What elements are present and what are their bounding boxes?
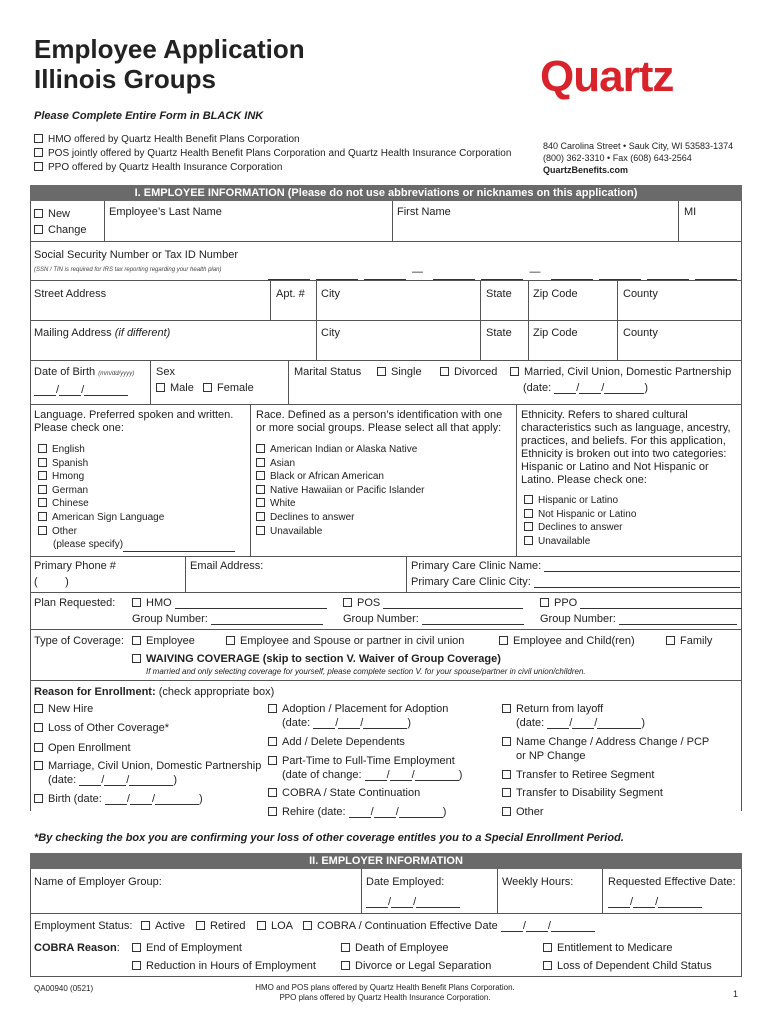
reason-heading: Reason for Enrollment: (check appropriate box)	[34, 686, 275, 698]
title-line-2: Illinois Groups	[34, 64, 217, 94]
ink-instruction: Please Complete Entire Form in BLACK INK	[34, 110, 264, 122]
adoption-date[interactable]: (date: / / )	[282, 717, 411, 729]
plan-ppo[interactable]: PPO offered by Quartz Health Insurance Corporation	[34, 161, 511, 175]
cobra-reason-label: COBRA Reason:	[34, 942, 120, 954]
plan-pos[interactable]: POS jointly offered by Quartz Health Benefit Plans Corporation and Quartz Health Insurance Corporation	[34, 147, 511, 161]
reason-rehire[interactable]: Rehire (date: / / )	[268, 806, 446, 818]
language-chinese[interactable]: Chinese	[38, 497, 235, 511]
waiving-coverage[interactable]: WAIVING COVERAGE (skip to section V. Waiver of Group Coverage)	[132, 653, 501, 665]
race-american-indian[interactable]: American Indian or Alaska Native	[256, 443, 425, 457]
race-hawaiian[interactable]: Native Hawaiian or Pacific Islander	[256, 484, 425, 498]
reason-part-full-time[interactable]: Part-Time to Full-Time Employment	[268, 755, 455, 767]
reason-cobra[interactable]: COBRA / State Continuation	[268, 787, 420, 799]
language-spanish[interactable]: Spanish	[38, 457, 235, 471]
status-active[interactable]: Active	[141, 920, 185, 932]
coverage-employee[interactable]: Employee	[132, 635, 195, 647]
phone-input[interactable]: ( )	[34, 576, 69, 588]
sex-label: Sex	[156, 366, 175, 378]
cobra-divorce[interactable]: Divorce or Legal Separation	[341, 960, 491, 972]
mailing-county-label: County	[623, 327, 658, 339]
divorced-option[interactable]: Divorced	[440, 366, 497, 378]
mailing-label: Mailing Address (if different)	[34, 327, 171, 339]
ssn-note: (SSN / TIN is required for IRS tax reporting regarding your health plan)	[34, 267, 222, 273]
coverage-children[interactable]: Employee and Child(ren)	[499, 635, 635, 647]
sex-options	[156, 382, 254, 394]
status-cobra[interactable]: COBRA / Continuation Effective Date / /	[303, 920, 595, 932]
ssn-label: Social Security Number or Tax ID Number	[34, 249, 238, 261]
layoff-date[interactable]: (date: / / )	[516, 717, 645, 729]
marital-label: Marital Status	[294, 366, 362, 378]
race-heading: Race. Defined as a person’s identification with one or more social groups. Please select all that apply:	[256, 409, 503, 434]
status-loa[interactable]: LOA	[257, 920, 293, 932]
plan-requested-label: Plan Requested:	[34, 597, 116, 609]
section-1-header: I. EMPLOYEE INFORMATION (Please do not use abbreviations or nicknames on this application)	[30, 185, 742, 201]
apt-label: Apt. #	[276, 288, 305, 300]
ethnicity-heading: Ethnicity. Refers to shared cultural characteristics such as language, ancestry, practices, and beliefs. For this application, Ethnicity is broken out into two categories: Hispanic or Latino and Not Hispanic or Latino. Please check one:	[521, 409, 731, 486]
employment-status-label: Employment Status:	[34, 920, 133, 932]
special-enrollment-note: *By checking the box you are confirming your loss of other coverage entitles you to a Special Enrollment Period.	[34, 832, 624, 844]
cobra-reduction[interactable]: Reduction in Hours of Employment	[132, 960, 316, 972]
dob-label: Date of Birth (mm/dd/yyyy)	[34, 366, 135, 378]
employer-group-label: Name of Employer Group:	[34, 876, 162, 888]
clinic-name-field[interactable]: Primary Care Clinic Name:	[411, 560, 740, 572]
ethnicity-unavailable[interactable]: Unavailable	[524, 535, 636, 549]
date-employed-label: Date Employed:	[366, 876, 445, 888]
ethnicity-list	[524, 494, 636, 548]
reason-open-enrollment[interactable]: Open Enrollment	[34, 742, 131, 754]
checkbox[interactable]	[34, 162, 43, 171]
race-asian[interactable]: Asian	[256, 457, 425, 471]
language-hmong[interactable]: Hmong	[38, 470, 235, 484]
married-date[interactable]: (date: / / )	[523, 382, 648, 394]
checkbox[interactable]	[34, 134, 43, 143]
mailing-state-label: State	[486, 327, 512, 339]
race-unavailable[interactable]: Unavailable	[256, 525, 425, 539]
race-declines[interactable]: Declines to answer	[256, 511, 425, 525]
contact-block	[543, 140, 733, 176]
hmo-group-number[interactable]: Group Number:	[132, 613, 323, 625]
language-list	[38, 443, 235, 552]
status-retired[interactable]: Retired	[196, 920, 245, 932]
new-option[interactable]: New	[34, 206, 87, 222]
mailing-zip-label: Zip Code	[533, 327, 578, 339]
reason-marriage[interactable]: Marriage, Civil Union, Domestic Partnership	[34, 760, 261, 772]
ssn-input[interactable]: — —	[268, 262, 740, 274]
reason-other[interactable]: Other	[502, 806, 544, 818]
reason-add-delete[interactable]: Add / Delete Dependents	[268, 736, 405, 748]
ethnicity-not-hispanic[interactable]: Not Hispanic or Latino	[524, 508, 636, 522]
language-heading: Language. Preferred spoken and written. Please check one:	[34, 409, 234, 434]
date-employed-input[interactable]: / /	[366, 896, 460, 908]
reason-name-change-cont: or NP Change	[516, 750, 586, 762]
last-name-label: Employee’s Last Name	[109, 206, 222, 218]
state-label: State	[486, 288, 512, 300]
mailing-city-label: City	[321, 327, 340, 339]
male-option[interactable]: Male	[156, 382, 194, 394]
ppo-option[interactable]: PPO	[540, 597, 742, 609]
single-option[interactable]: Single	[377, 366, 422, 378]
language-specify[interactable]: (please specify)	[38, 538, 235, 552]
street-label: Street Address	[34, 288, 107, 300]
weekly-hours-label: Weekly Hours:	[502, 876, 574, 888]
first-name-label: First Name	[397, 206, 451, 218]
section-2-header: II. EMPLOYER INFORMATION	[30, 853, 742, 869]
language-english[interactable]: English	[38, 443, 235, 457]
plan-hmo[interactable]: HMO offered by Quartz Health Benefit Plans Corporation	[34, 133, 511, 147]
reason-adoption[interactable]: Adoption / Placement for Adoption	[268, 703, 448, 715]
mi-label: MI	[684, 206, 697, 218]
reason-new-hire[interactable]: New Hire	[34, 703, 93, 715]
checkbox[interactable]	[34, 209, 43, 218]
race-black[interactable]: Black or African American	[256, 470, 425, 484]
city-label: City	[321, 288, 340, 300]
phone-fax: (800) 362-3310 • Fax (608) 643-2564	[543, 153, 692, 163]
marriage-date[interactable]: (date: / / )	[48, 774, 177, 786]
county-label: County	[623, 288, 658, 300]
title-line-1: Employee Application	[34, 34, 305, 64]
reason-name-change[interactable]: Name Change / Address Change / PCP	[502, 736, 709, 748]
pos-option[interactable]: POS	[343, 597, 523, 609]
effective-date-input[interactable]: / /	[608, 896, 702, 908]
reason-retiree[interactable]: Transfer to Retiree Segment	[502, 769, 654, 781]
email-label: Email Address:	[190, 560, 264, 572]
cobra-end-employment[interactable]: End of Employment	[132, 942, 242, 954]
cobra-medicare[interactable]: Entitlement to Medicare	[543, 942, 673, 954]
clinic-city-field[interactable]: Primary Care Clinic City:	[411, 576, 740, 588]
female-option[interactable]: Female	[203, 382, 254, 394]
dob-input[interactable]: / /	[34, 384, 128, 396]
waiving-note: If married and only selecting coverage for yourself, please complete section V. for your spouse/partner in civil union/children.	[146, 667, 586, 676]
reason-loss-coverage[interactable]: Loss of Other Coverage*	[34, 722, 169, 734]
footer-notice: HMO and POS plans offered by Quartz Health Benefit Plans Corporation. PPO plans offered by Quartz Health Insurance Corporation.	[255, 983, 515, 1002]
plan-list	[34, 133, 511, 175]
page-number: 1	[733, 989, 739, 999]
checkbox[interactable]	[34, 148, 43, 157]
language-german[interactable]: German	[38, 484, 235, 498]
change-option[interactable]: Change	[34, 222, 87, 238]
coverage-spouse[interactable]: Employee and Spouse or partner in civil union	[226, 635, 464, 647]
change-date[interactable]: (date of change: / / )	[282, 769, 463, 781]
ethnicity-hispanic[interactable]: Hispanic or Latino	[524, 494, 636, 508]
checkbox[interactable]	[34, 225, 43, 234]
cobra-death[interactable]: Death of Employee	[341, 942, 449, 954]
reason-disability[interactable]: Transfer to Disability Segment	[502, 787, 663, 799]
married-option[interactable]: Married, Civil Union, Domestic Partnership	[510, 366, 731, 378]
effective-date-label: Requested Effective Date:	[608, 876, 736, 888]
language-asl[interactable]: American Sign Language	[38, 511, 235, 525]
reason-birth[interactable]: Birth (date: / / )	[34, 793, 203, 805]
page-title	[34, 34, 305, 94]
website: QuartzBenefits.com	[543, 165, 629, 175]
hmo-option[interactable]: HMO	[132, 597, 327, 609]
pos-group-number[interactable]: Group Number:	[343, 613, 524, 625]
cobra-dependent[interactable]: Loss of Dependent Child Status	[543, 960, 712, 972]
race-white[interactable]: White	[256, 497, 425, 511]
zip-label: Zip Code	[533, 288, 578, 300]
form-code: QA00940 (0521)	[34, 984, 94, 993]
reason-return-layoff[interactable]: Return from layoff	[502, 703, 603, 715]
ppo-group-number[interactable]: Group Number:	[540, 613, 737, 625]
phone-label: Primary Phone #	[34, 560, 116, 572]
language-other[interactable]: Other	[38, 525, 235, 539]
quartz-logo: Quartz	[540, 52, 674, 101]
race-list	[256, 443, 425, 538]
coverage-family[interactable]: Family	[666, 635, 712, 647]
ethnicity-declines[interactable]: Declines to answer	[524, 521, 636, 535]
coverage-label: Type of Coverage:	[34, 635, 124, 647]
address: 840 Carolina Street • Sauk City, WI 53583-1374	[543, 141, 734, 151]
